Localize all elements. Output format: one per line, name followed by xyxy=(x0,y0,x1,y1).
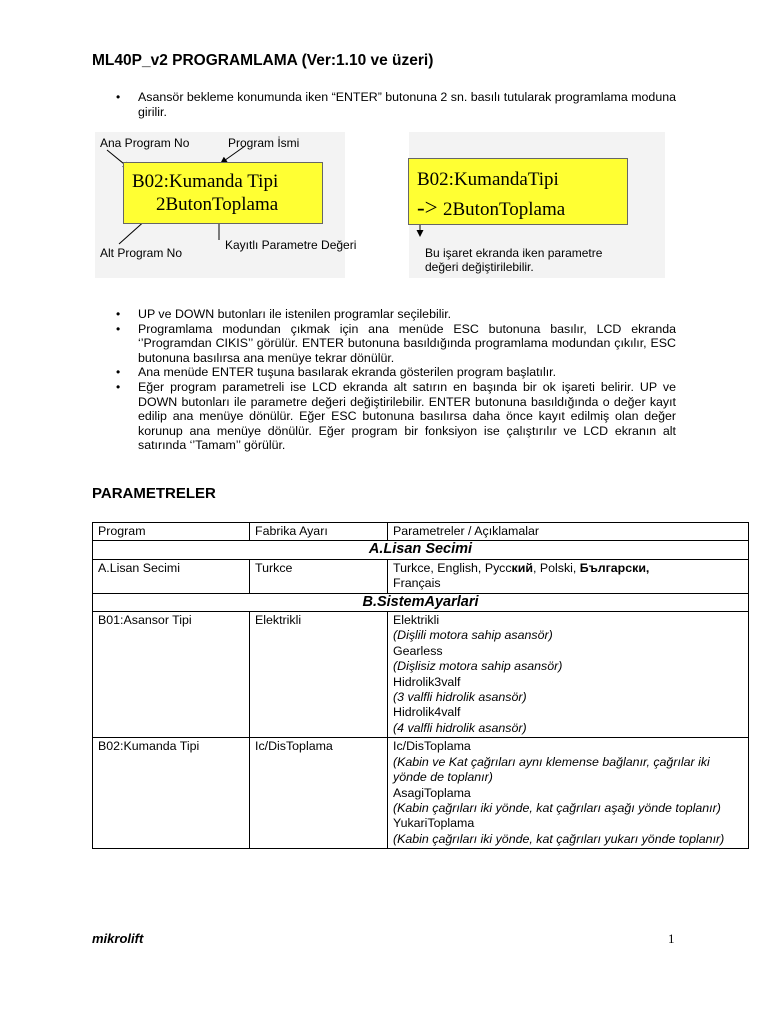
option-description: (Kabin çağrıları iki yönde, kat çağrıları yukarı yönde toplanır) xyxy=(393,831,725,846)
cell-options xyxy=(388,738,749,849)
parameters-table xyxy=(92,522,749,849)
cell-program: B01:Asansor Tipi xyxy=(93,612,250,738)
header-program: Program xyxy=(93,523,250,541)
table-row xyxy=(93,559,749,593)
page-number: 1 xyxy=(668,931,675,946)
section-title-a: A.Lisan Secimi xyxy=(93,541,749,559)
label-kayitli-deger: Kayıtlı Parametre Değeri xyxy=(225,238,357,252)
list-item: • UP ve DOWN butonları ile istenilen programlar seçilebilir. xyxy=(116,307,676,322)
lcd-line-1: B02:KumandaTipi xyxy=(417,169,559,190)
label-program-ismi: Program İsmi xyxy=(228,136,300,150)
list-item: • Ana menüde ENTER tuşuna basılarak ekranda gösterilen program başlatılır. xyxy=(116,365,676,380)
option-line: Hidrolik3valf xyxy=(393,674,461,689)
cell-default: Elektrikli xyxy=(250,612,388,738)
list-item: • Programlama modundan çıkmak için ana menüde ESC butonuna basılır, LCD ekranda ‘’Programdan CIKIS’’ görülür. ENTER butonuna basıldığında programlama modundan çıkılır, ESC butonuna basılırsa ana menüye tekrar dönülür. xyxy=(116,322,676,366)
lcd-screen-2 xyxy=(408,158,628,225)
lcd-line-2: 2ButonToplama xyxy=(443,199,566,220)
section-title-b: B.SistemAyarlari xyxy=(93,593,749,611)
footer-brand: mikrolift xyxy=(92,931,144,946)
instruction-bullet-list xyxy=(116,307,676,453)
lcd-line-2: 2ButonToplama xyxy=(156,194,279,215)
option-text-bold: Български, xyxy=(579,560,650,575)
option-description: (3 valfli hidrolik asansör) xyxy=(393,690,527,705)
table-row xyxy=(93,612,749,738)
option-description: (Dişlisiz motora sahip asansör) xyxy=(393,659,563,674)
option-description: (Kabin ve Kat çağrıları aynı klemense bağlanır, çağrılar iki yönde de toplanır) xyxy=(393,754,710,785)
option-description: (Dişlili motora sahip asansör) xyxy=(393,628,553,643)
option-line: YukariToplama xyxy=(393,816,475,831)
cell-program: A.Lisan Secimi xyxy=(93,559,250,593)
header-fabrika-ayari: Fabrika Ayarı xyxy=(250,523,388,541)
cell-default: Ic/DisToplama xyxy=(250,738,388,849)
cell-options xyxy=(388,612,749,738)
section-row-a xyxy=(93,541,749,559)
option-description: (4 valfli hidrolik asansör) xyxy=(393,720,527,735)
document-title: ML40P_v2 PROGRAMLAMA (Ver:1.10 ve üzeri) xyxy=(92,52,434,69)
label-ana-program-no: Ana Program No xyxy=(100,136,190,150)
list-item: • Asansör bekleme konumunda iken “ENTER” butonuna 2 sn. basılı tutularak programlama moduna girilir. xyxy=(116,90,676,119)
label-isaret: Bu işaret ekranda iken parametre değeri değiştirilebilir. xyxy=(425,246,603,274)
lcd-diagram xyxy=(95,132,665,278)
option-text: Turkce, English, Русс xyxy=(393,560,512,575)
parameters-heading: PARAMETRELER xyxy=(92,485,216,502)
option-description: (Kabin çağrıları iki yönde, kat çağrıları aşağı yönde toplanır) xyxy=(393,800,721,815)
cell-default: Turkce xyxy=(250,559,388,593)
cell-program: B02:Kumanda Tipi xyxy=(93,738,250,849)
option-line: Elektrikli xyxy=(393,613,440,628)
section-row-b xyxy=(93,593,749,611)
intro-bullet-list xyxy=(116,90,676,119)
edit-arrow: -> xyxy=(417,195,438,220)
option-text: , Polski, xyxy=(532,560,580,575)
option-text-bold: кий xyxy=(511,560,533,575)
label-alt-program-no: Alt Program No xyxy=(100,246,183,260)
list-item: • Eğer program parametreli ise LCD ekranda alt satırın en başında bir ok işareti belirir. UP ve DOWN butonları ile parametre değeri değiştirilebilir. ENTER butonuna basıldığında o değer kayıt edilip ana menüye dönülür. Eğer ESC butonuna basılırsa daha önce kayıt edilmiş olan değer korunup ana menüye dönülür. Eğer program bir fonksiyon ise çalıştırılır ve LCD ekranın alt satırında ‘’Tamam’’ görülür. xyxy=(116,380,676,453)
option-line: Hidrolik4valf xyxy=(393,705,461,720)
table-header-row xyxy=(93,523,749,541)
header-parametreler: Parametreler / Açıklamalar xyxy=(388,523,749,541)
option-line: Gearless xyxy=(393,643,443,658)
option-text: Français xyxy=(393,576,441,591)
lcd-screen-1 xyxy=(123,162,323,224)
cell-options xyxy=(388,559,749,593)
table-row xyxy=(93,738,749,849)
lcd-line-1: B02:Kumanda Tipi xyxy=(132,171,279,192)
option-line: Ic/DisToplama xyxy=(393,739,471,754)
option-line: AsagiToplama xyxy=(393,785,471,800)
